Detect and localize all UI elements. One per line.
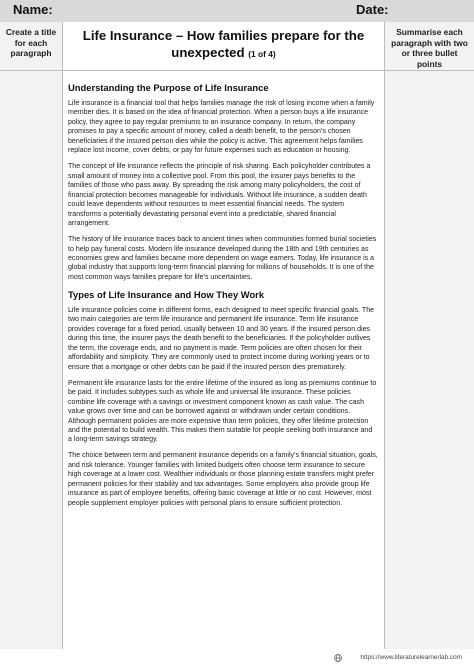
paragraph: Permanent life insurance lasts for the entire lifetime of the insured as long as premiums continue to be paid. It includes subtypes such as whole life and universal life insurance. These policies combine life coverage with a savings or investment component known as cash value. The cash value grows over time and can be borrowed against or withdrawn under certain conditions. Although permanent policies are more expensive than term policies, they offer lifetime protection and the potential to build wealth. This makes them suitable for people seeking both insurance and a long-term savings strategy. <box>68 379 377 444</box>
paragraph: The concept of life insurance reflects the principle of risk sharing. Each policyholder contributes a small amount of money into a collective pool. From this pool, the insurer pays benefits to the families of those who pass away. By spreading the risk among many policyholders, the cost of financial protection becomes manageable for individuals. Without life insurance, a sudden death could leave dependents without resources to meet essential financial needs. The system transforms a potentially devastating personal event into a predictable, shared financial arrangement. <box>68 163 371 228</box>
column-divider <box>385 70 474 71</box>
page-footer <box>0 649 474 669</box>
reading-passage <box>68 82 378 515</box>
section-heading: Understanding the Purpose of Life Insurance <box>68 82 269 93</box>
paragraph: The choice between term and permanent insurance depends on a family’s financial situation, goals, and risk tolerance. Younger families with limited budgets often choose term insurance to secure high coverage at a lower cost. Wealthier individuals or those planning estate transfers might prefer permanent policies for their stability and tax advantages. Some employers also provide group life insurance as part of employee benefits, offering basic coverage at little or no cost. However, most people supplement employer policies with personal plans to ensure sufficient protection. <box>68 452 378 507</box>
right-border <box>384 22 385 649</box>
name-date-bar <box>0 0 474 22</box>
date-label: Date: <box>356 2 389 17</box>
left-border <box>62 22 63 649</box>
paragraph: Life insurance is a financial tool that helps families manage the risk of losing income when a family member dies. It is based on the idea of financial protection. When a person buys a life insurance policy, they agree to pay regular premiums to an insurance company. In return, the company promises to pay a specific amount of money, called a death benefit, to the person’s chosen beneficiaries if the insured person dies while the policy is active. This agreement helps families replace lost income, cover debts, or pay for future expenses such as education or housing. <box>68 100 375 155</box>
paragraph: Life insurance policies come in different forms, each designed to meet specific financial goals. The two main categories are term life insurance and permanent life insurance. Term life insurance provides coverage for a fixed period, usually between 10 and 30 years. If the insured person dies during this time, the insurer pays the death benefit to the beneficiaries. If the policyholder outlives the term, the coverage ends, and no payment is made. Term policies are often chosen for their affordability and simplicity. They are commonly used to protect income during working years or to ensure that a mortgage or other debts can be paid if the insured person dies prematurely. <box>68 306 375 371</box>
globe-icon <box>334 654 342 662</box>
title-column-heading: Create a title for each paragraph <box>5 27 57 58</box>
footer-url[interactable]: https://www.literaturelearnerlab.com <box>360 654 462 661</box>
worksheet-title <box>62 22 385 71</box>
name-label: Name: <box>13 2 53 17</box>
title-divider <box>62 70 385 71</box>
column-divider <box>0 70 62 71</box>
summary-column-heading: Summarise each paragraph with two or three bullet points <box>391 27 468 69</box>
paragraph: The history of life insurance traces back to ancient times when communities formed burial societies to help pay funeral costs. Modern life insurance developed during the 18th and 19th centuries as economies grew and families became more dependent on wage earners. Today, life insurance is a global industry that supports long-term financial planning for millions of households. It is one of the most common ways families prepare for life’s uncertainties. <box>68 236 377 281</box>
title-text: Life Insurance – How families prepare for the unexpected <box>82 28 365 60</box>
summary-column[interactable] <box>385 22 474 649</box>
paragraph-title-column[interactable] <box>0 22 62 649</box>
page-indicator: (1 of 4) <box>248 49 276 59</box>
section-heading: Types of Life Insurance and How They Work <box>68 288 265 300</box>
